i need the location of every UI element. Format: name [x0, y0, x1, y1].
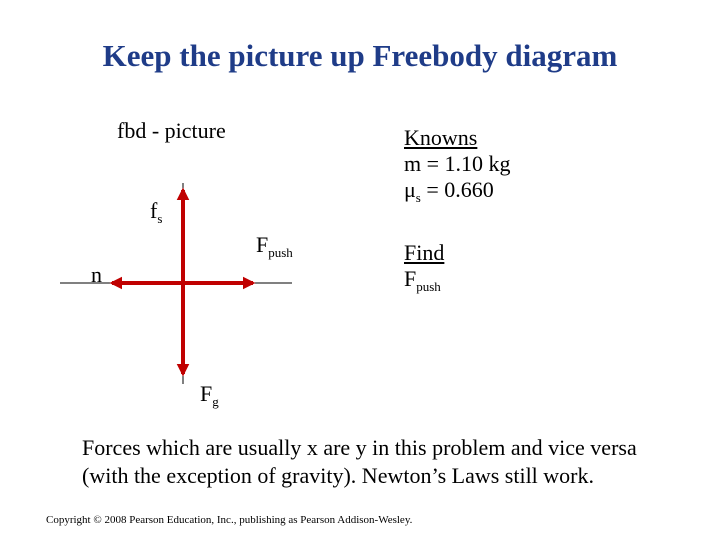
knowns-mass: m = 1.10 kg [404, 151, 511, 176]
friction-label: $f_s$ [150, 198, 163, 226]
push-label: $F_{push}$ [256, 232, 293, 260]
find-heading: Find [404, 240, 445, 265]
mu-symbol: μ [404, 177, 416, 202]
mu-subscript: s [415, 190, 421, 205]
gravity-label: $F_g$ [200, 381, 219, 409]
explanation-text: Forces which are usually x are y in this problem and vice versa (with the exception of gravity). Newton’s Laws still work. [82, 435, 637, 488]
slide-title: Keep the picture up Freebody diagram [102, 38, 618, 73]
knowns-heading: Knowns [404, 125, 478, 150]
copyright-notice: Copyright © 2008 Pearson Education, Inc., publishing as Pearson Addison-Wesley. [46, 514, 413, 526]
find-quantity: $F_{push}$ [404, 266, 441, 294]
fbd-picture-label: fbd - picture [117, 118, 226, 143]
normal-label: n [91, 262, 102, 287]
mu-value: = 0.660 [420, 177, 494, 202]
